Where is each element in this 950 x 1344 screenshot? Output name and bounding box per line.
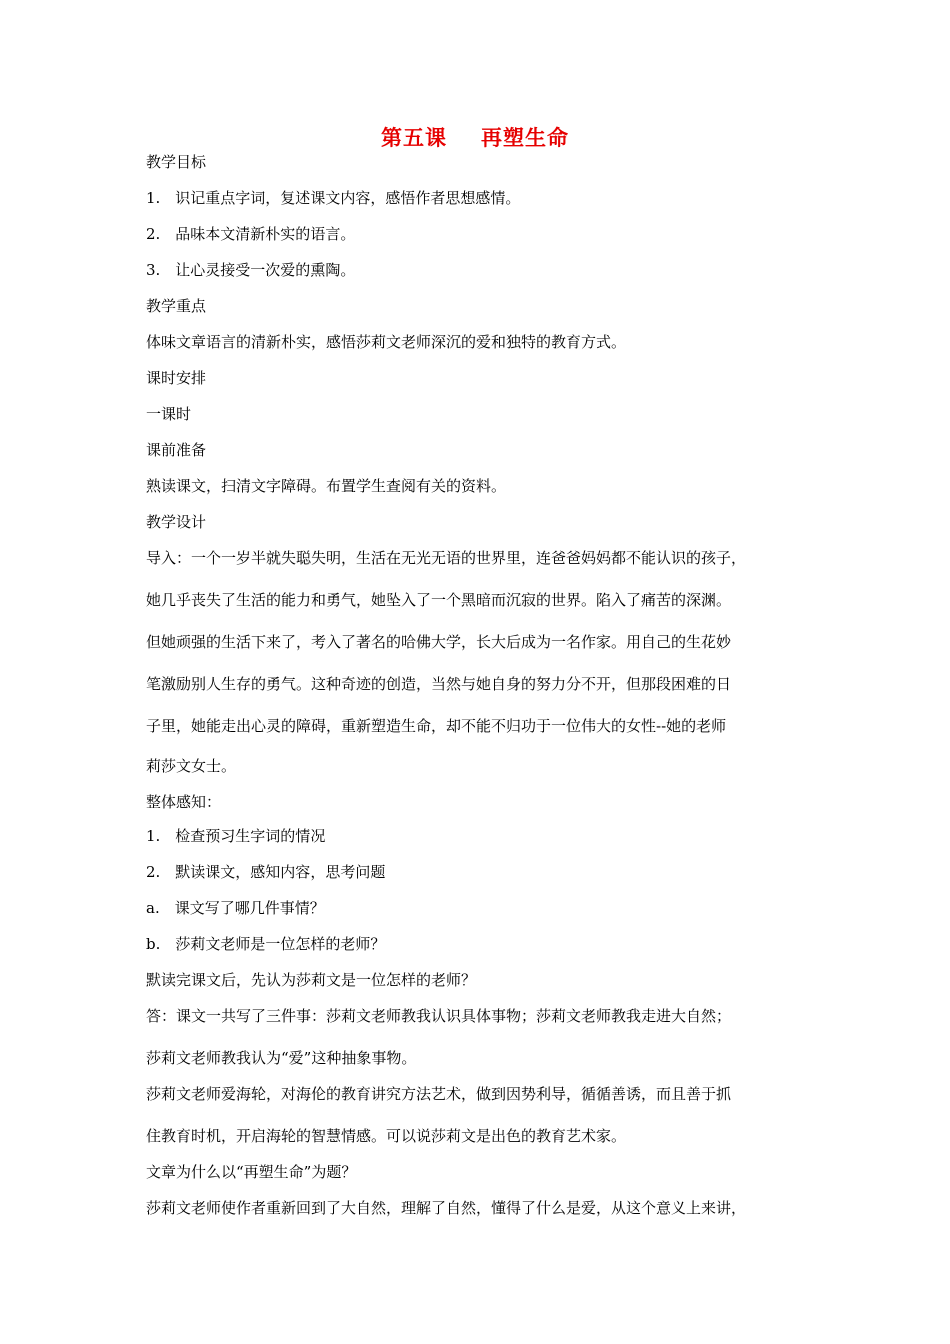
heading-teaching-design: 教学设计 <box>146 513 207 531</box>
answer-line: 莎莉文老师教我认为“爱”这种抽象事物。 <box>146 1049 417 1067</box>
heading-schedule: 课时安排 <box>146 369 207 387</box>
heading-preparation: 课前准备 <box>146 441 207 459</box>
heading-teaching-focus: 教学重点 <box>146 297 207 315</box>
title-lesson-number: 第五课 <box>381 125 447 150</box>
paragraph-line: 莎莉文老师使作者重新回到了大自然，理解了自然，懂得了什么是爱，从这个意义上来讲， <box>146 1199 747 1217</box>
paragraph-line: 笔激励别人生存的勇气。这种奇迹的创造，当然与她自身的努力分不开，但那段困难的日 <box>146 675 732 693</box>
question-line: 默读完课文后，先认为莎莉文是一位怎样的老师？ <box>146 971 477 989</box>
goal-item: 3. 让心灵接受一次爱的熏陶。 <box>146 261 356 279</box>
paragraph-line: 但她顽强的生活下来了，考入了著名的哈佛大学，长大后成为一名作家。用自己的生花妙 <box>146 633 732 651</box>
heading-overall-perception: 整体感知： <box>146 793 222 811</box>
list-item: 2. 默读课文，感知内容，思考问题 <box>146 863 386 881</box>
paragraph-line: 子里，她能走出心灵的障碍，重新塑造生命，却不能不归功于一位伟大的女性--她的老师 <box>146 717 727 735</box>
goal-item: 2. 品味本文清新朴实的语言。 <box>146 225 356 243</box>
list-item: b. 莎莉文老师是一位怎样的老师？ <box>146 935 386 953</box>
heading-teaching-goals: 教学目标 <box>146 153 207 171</box>
paragraph-line: 住教育时机，开启海轮的智慧情感。可以说莎莉文是出色的教育艺术家。 <box>146 1127 627 1145</box>
document-title <box>0 122 950 152</box>
paragraph-line: 莎莉文老师爱海轮，对海伦的教育讲究方法艺术，做到因势利导，循循善诱，而且善于抓 <box>146 1085 732 1103</box>
paragraph-line: 导入：一个一岁半就失聪失明，生活在无光无语的世界里，连爸爸妈妈都不能认识的孩子， <box>146 549 747 567</box>
paragraph-line: 体味文章语言的清新朴实，感悟莎莉文老师深沉的爱和独特的教育方式。 <box>146 333 627 351</box>
goal-item: 1. 识记重点字词，复述课文内容，感悟作者思想感情。 <box>146 189 521 207</box>
paragraph-line: 熟读课文，扫清文字障碍。布置学生查阅有关的资料。 <box>146 477 507 495</box>
title-lesson-name: 再塑生命 <box>481 125 569 150</box>
paragraph-line: 莉莎文女士。 <box>146 757 237 775</box>
list-item: 1. 检查预习生字词的情况 <box>146 827 326 845</box>
answer-line: 答：课文一共写了三件事：莎莉文老师教我认识具体事物；莎莉文老师教我走进大自然； <box>146 1007 732 1025</box>
list-item: a. 课文写了哪几件事情？ <box>146 899 325 917</box>
question-line: 文章为什么以“再塑生命”为题？ <box>146 1163 357 1181</box>
paragraph-line: 一课时 <box>146 405 192 423</box>
paragraph-line: 她几乎丧失了生活的能力和勇气，她坠入了一个黑暗而沉寂的世界。陷入了痛苦的深渊。 <box>146 591 732 609</box>
